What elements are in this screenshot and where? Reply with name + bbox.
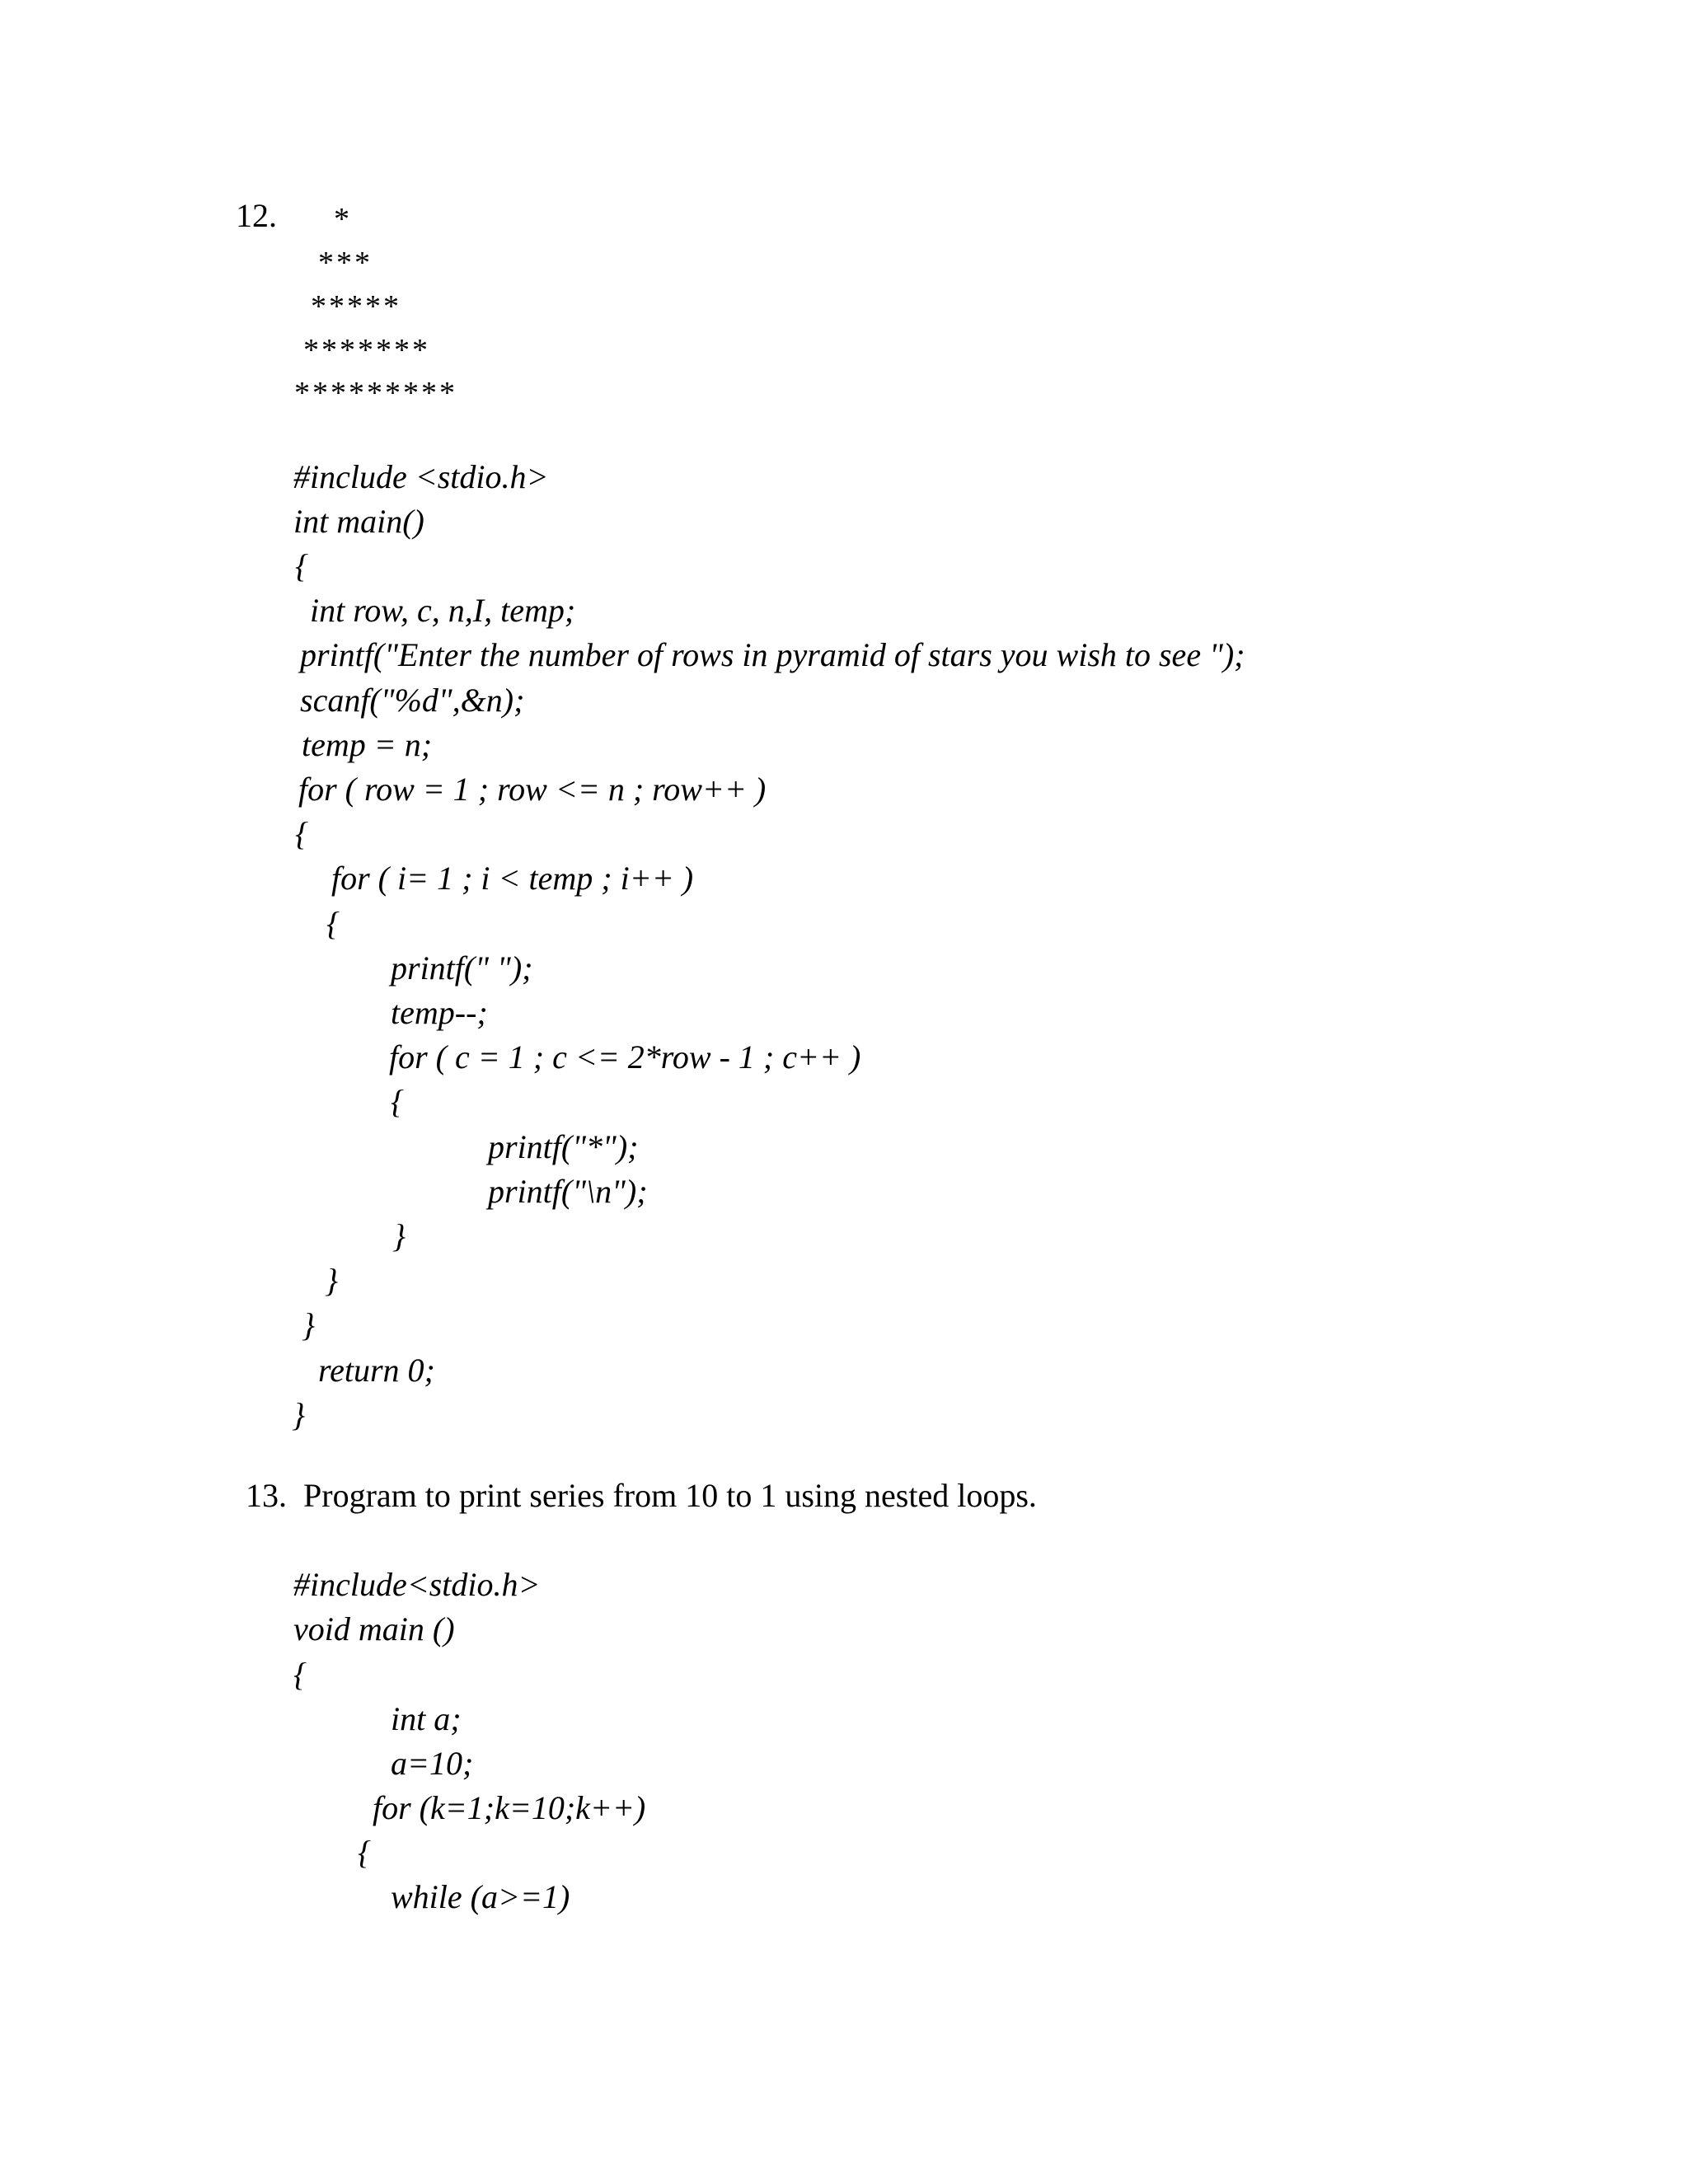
code-line: { (295, 815, 308, 852)
code-line: { (326, 905, 340, 942)
code-line: for ( i= 1 ; i < temp ; i++ ) (331, 860, 694, 897)
code-line: scanf("%d",&n); (300, 682, 525, 719)
code-line: printf("Enter the number of rows in pyramid of stars you wish to see "); (300, 636, 1245, 673)
pyramid-row-3: ***** (311, 289, 401, 324)
pyramid-row-2: *** (318, 246, 373, 280)
item-number-12: 12. (236, 197, 277, 234)
pyramid-row-4: ******* (303, 333, 430, 368)
code-line: int main() (293, 503, 424, 540)
code-line: printf("*"); (488, 1128, 639, 1165)
code-line: { (293, 1656, 307, 1693)
code-line: #include <stdio.h> (293, 458, 549, 495)
code-line: printf("\n"); (488, 1173, 648, 1210)
code-line: { (295, 547, 308, 584)
code-line: int row, c, n,I, temp; (310, 592, 576, 629)
code-line: printf(" "); (391, 949, 533, 987)
code-line: } (392, 1217, 406, 1254)
code-line: for ( row = 1 ; row <= n ; row++ ) (298, 771, 767, 808)
code-line: } (302, 1306, 315, 1343)
code-line: } (325, 1262, 338, 1299)
code-line: return 0; (318, 1352, 435, 1389)
code-line: void main () (293, 1610, 455, 1647)
code-line: } (292, 1396, 305, 1433)
code-line: for ( c = 1 ; c <= 2*row - 1 ; c++ ) (389, 1038, 861, 1076)
code-line: int a; (391, 1700, 462, 1737)
pyramid-row-1: * (334, 202, 352, 237)
code-line: { (358, 1834, 371, 1871)
code-line: { (391, 1083, 404, 1120)
code-line: for (k=1;k=10;k++) (373, 1789, 646, 1826)
code-line: temp--; (391, 994, 488, 1031)
code-line: a=10; (391, 1745, 474, 1782)
pyramid-row-5: ********* (294, 376, 457, 410)
code-line: while (a>=1) (391, 1878, 570, 1915)
code-line: temp = n; (302, 726, 433, 763)
item-heading-13: 13. Program to print series from 10 to 1 using nested loops. (246, 1477, 1037, 1514)
code-line: #include<stdio.h> (293, 1566, 541, 1603)
